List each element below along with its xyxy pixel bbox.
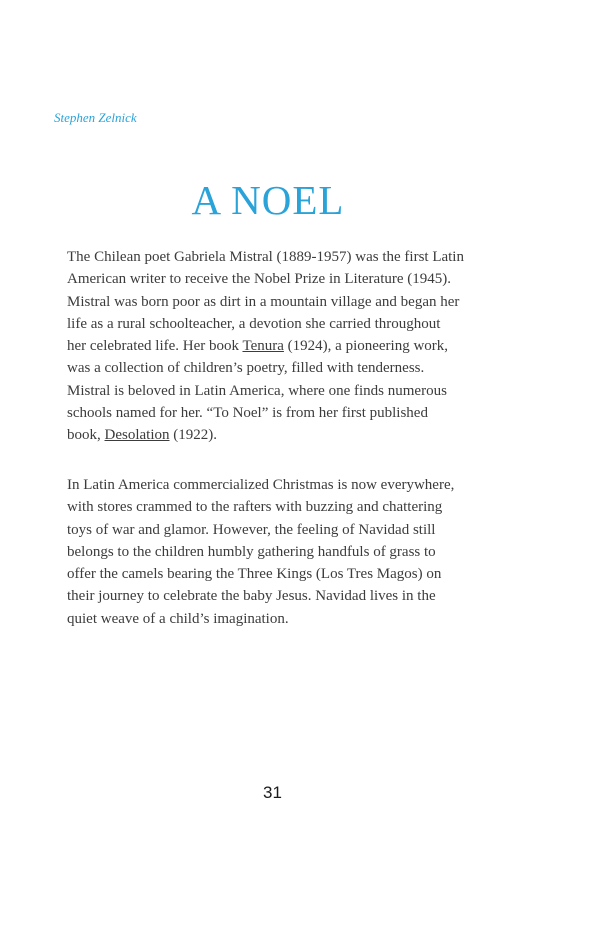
paragraph-line: In Latin America commercialized Christmas is now everywhere, (67, 477, 455, 493)
paragraph-line: their journey to celebrate the baby Jesus. Navidad lives in the (67, 588, 436, 605)
paragraph-line: The Chilean poet Gabriela Mistral (1889-1957) was the first Latin (67, 249, 464, 265)
paragraph-line: offer the camels bearing the Three Kings (Los Tres Magos) on (67, 566, 442, 583)
page-title: A NOEL (191, 177, 345, 223)
paragraph-line (67, 424, 497, 446)
line-text: (1924), a pioneering work, (283, 338, 449, 355)
paragraph-line: quiet weave of a child’s imagination. (67, 610, 289, 627)
paragraph-line: Mistral was born poor as dirt in a mountain village and began her (67, 293, 460, 310)
paragraph-line (67, 335, 497, 357)
line-text: her celebrated life. Her book (67, 338, 243, 355)
paragraph-navidad (67, 474, 497, 630)
paragraph-line: schools named for her. “To Noel” is from her first published (67, 405, 428, 422)
paragraph-line: with stores crammed to the rafters with buzzing and chattering (67, 499, 443, 516)
book-title-desolation: Desolation (104, 427, 170, 444)
running-header-author: Stephen Zelnick (54, 110, 137, 125)
paragraph-intro (67, 246, 497, 447)
paragraph-line: American writer to receive the Nobel Prize in Literature (1945). (67, 271, 452, 288)
paragraph-line: was a collection of children’s poetry, filled with tenderness. (67, 360, 425, 377)
page-number: 31 (263, 783, 282, 802)
line-text: book, (67, 427, 105, 444)
paragraph-line: Mistral is beloved in Latin America, where one finds numerous (67, 382, 447, 399)
paragraph-line: toys of war and glamor. However, the feeling of Navidad still (67, 521, 436, 538)
paragraph-line: life as a rural schoolteacher, a devotion she carried throughout (67, 315, 441, 332)
paragraph-line: belongs to the children humbly gathering handfuls of grass to (67, 543, 436, 560)
book-title-tenura: Tenura (242, 338, 284, 355)
line-text: (1922). (169, 427, 217, 444)
